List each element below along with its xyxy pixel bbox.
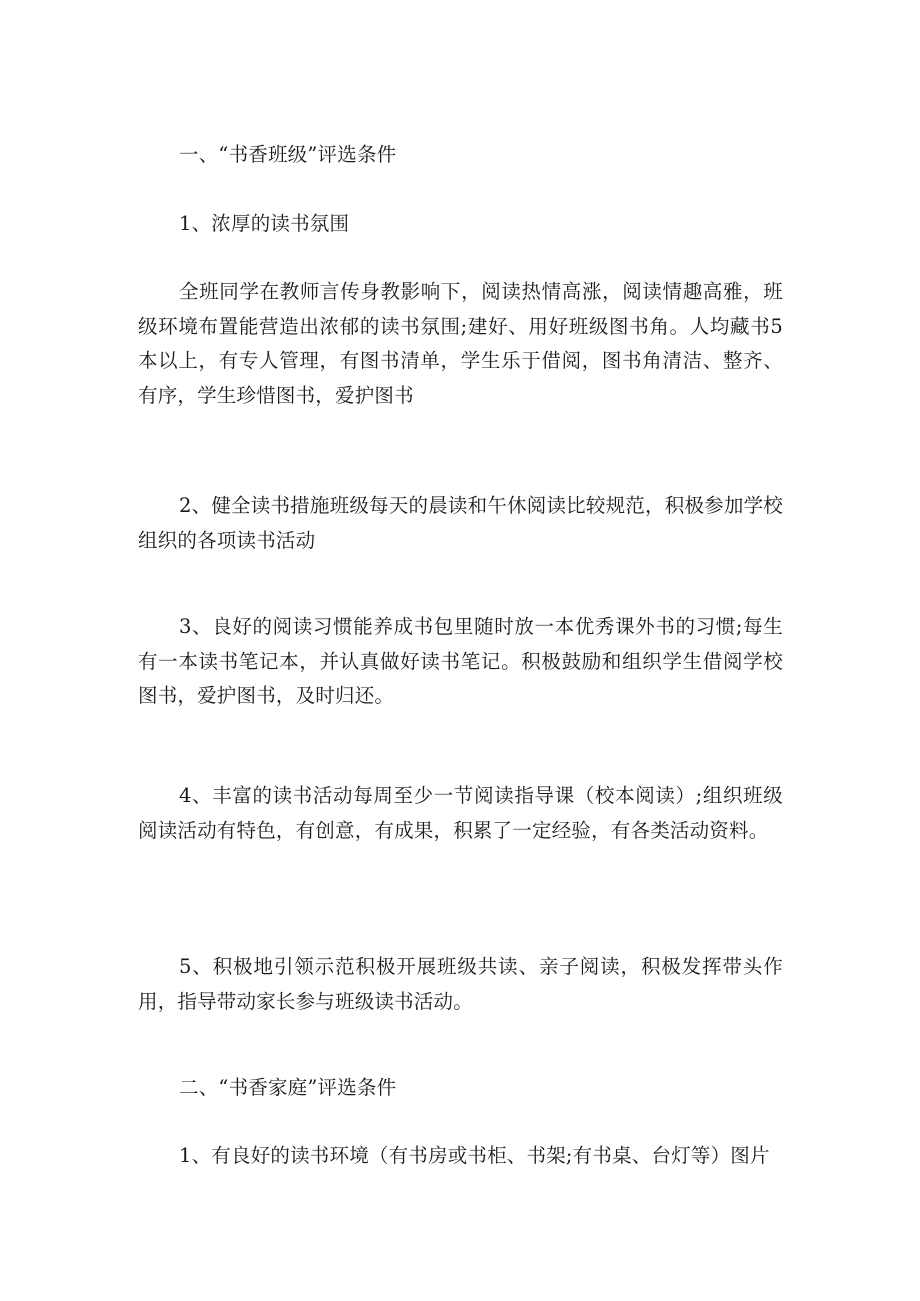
- section1-heading: 一、“书香班级”评选条件: [179, 143, 397, 166]
- s1-item3: 3、良好的阅读习惯能养成书包里随时放一本优秀课外书的习惯;每生有一本读书笔记本，并认真做好读书笔记。积极鼓励和组织学生借阅学校图书，爱护图书，及时归还。: [138, 615, 783, 707]
- s1-item2: 2、健全读书措施班级每天的晨读和午休阅读比较规范，积极参加学校组织的各项读书活动: [138, 494, 783, 552]
- s1-item5: 5、积极地引领示范积极开展班级共读、亲子阅读，积极发挥带头作用，指导带动家长参与班级读书活动。: [138, 955, 783, 1013]
- section2-heading: 二、“书香家庭”评选条件: [179, 1076, 397, 1099]
- s1-item1-body: 全班同学在教师言传身教影响下，阅读热情高涨，阅读情趣高雅，班级环境布置能营造出浓郁的读书氛围;建好、用好班级图书角。人均藏书5 本以上，有专人管理，有图书清单，学生乐于借阅，图书角清洁、整齐、有序，学生珍惜图书，爱护图书: [138, 280, 783, 407]
- s2-item1: 1、有良好的读书环境（有书房或书柜、书架;有书桌、台灯等）图片: [179, 1144, 770, 1167]
- s1-item1-title: 1、浓厚的读书氛围: [179, 212, 350, 235]
- s1-item4: 4、丰富的读书活动每周至少一节阅读指导课（校本阅读）;组织班级阅读活动有特色，有创意，有成果，积累了一定经验，有各类活动资料。: [138, 784, 783, 842]
